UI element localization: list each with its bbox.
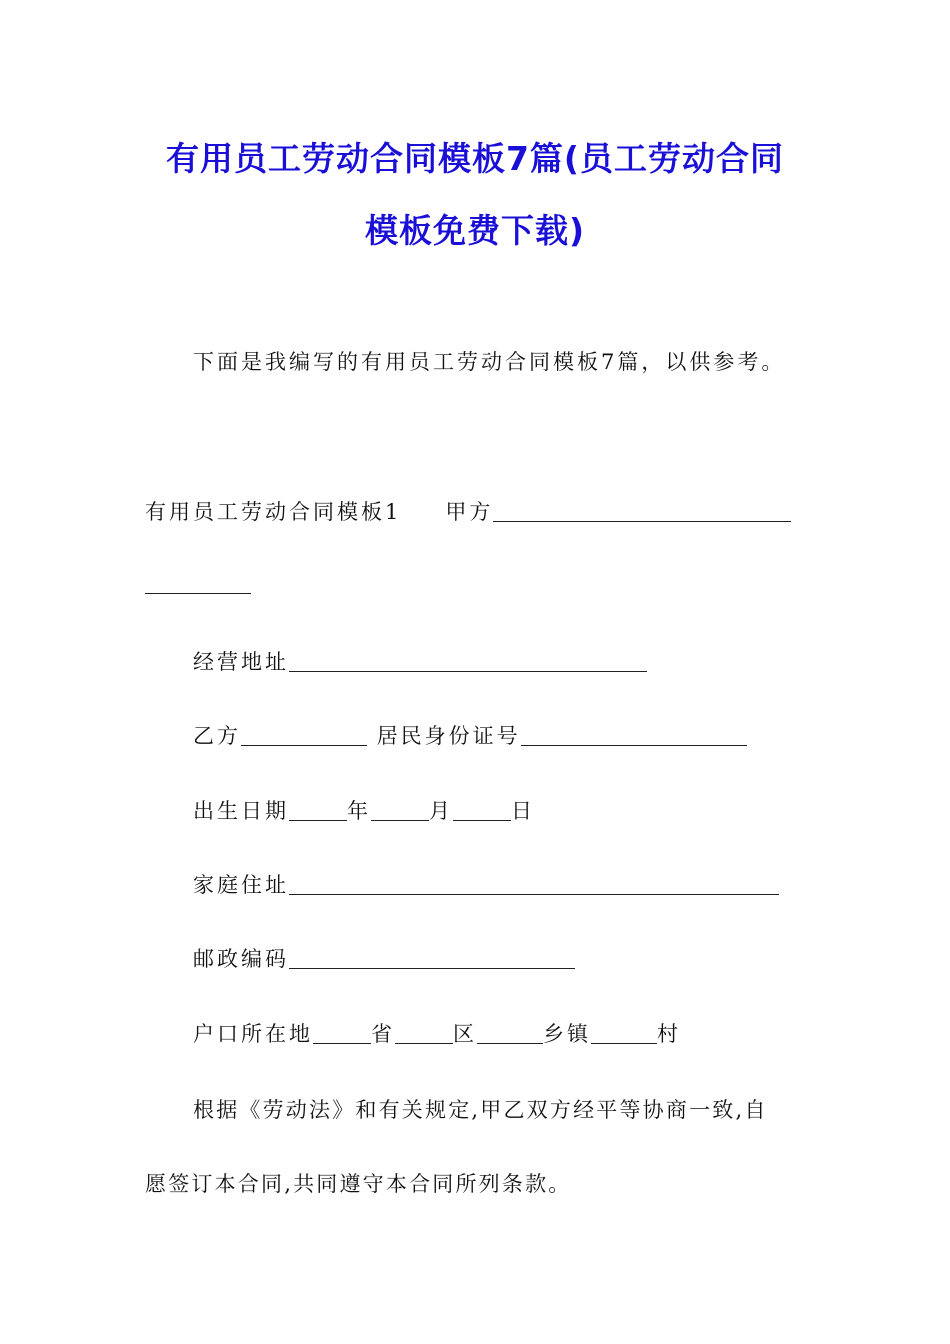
postal-code-label: 邮政编码 (193, 947, 289, 971)
birth-label: 出生日期 (193, 799, 289, 823)
village-blank (591, 1023, 657, 1044)
title-line-1: 有用员工劳动合同模板7篇(员工劳动合同 (165, 139, 785, 178)
party-a-blank-2 (145, 573, 251, 594)
hukou-line (193, 1018, 681, 1048)
party-a-line (145, 496, 791, 526)
hukou-label: 户口所在地 (193, 1022, 313, 1046)
postal-code-line (193, 943, 575, 973)
province-label: 省 (371, 1022, 395, 1046)
party-b-label: 乙方 (193, 724, 241, 748)
town-label: 乡镇 (543, 1022, 591, 1046)
home-address-blank (289, 874, 779, 895)
district-label: 区 (453, 1022, 477, 1046)
town-blank (477, 1023, 543, 1044)
business-address-blank (289, 651, 647, 672)
birth-year-blank (289, 800, 347, 821)
party-b-line (193, 720, 747, 750)
province-blank (313, 1023, 371, 1044)
village-label: 村 (657, 1022, 681, 1046)
home-address-label: 家庭住址 (193, 873, 289, 897)
id-number-label: 居民身份证号 (376, 724, 521, 748)
paragraph-1-line-2: 愿签订本合同,共同遵守本合同所列条款。 (145, 1172, 572, 1196)
month-label: 月 (429, 799, 453, 823)
birth-day-blank (453, 800, 511, 821)
intro-text: 下面是我编写的有用员工劳动合同模板7篇，以供参考。 (193, 350, 786, 374)
business-address-line (193, 646, 647, 676)
party-b-blank (241, 725, 367, 746)
day-label: 日 (511, 799, 535, 823)
district-blank (395, 1023, 453, 1044)
party-a-label: 甲方 (445, 500, 494, 524)
party-a-blank-continued (145, 572, 251, 596)
party-a-blank (493, 501, 791, 522)
section-title: 有用员工劳动合同模板1 (145, 500, 402, 524)
id-number-blank (521, 725, 747, 746)
business-address-label: 经营地址 (193, 650, 289, 674)
year-label: 年 (347, 799, 371, 823)
birth-date-line (193, 795, 535, 825)
home-address-line (193, 869, 779, 899)
title-line-2: 模板免费下载) (364, 211, 586, 250)
postal-code-blank (289, 948, 575, 969)
birth-month-blank (371, 800, 429, 821)
paragraph-1-line-1: 根据《劳动法》和有关规定,甲乙双方经平等协商一致,自 (193, 1098, 768, 1122)
